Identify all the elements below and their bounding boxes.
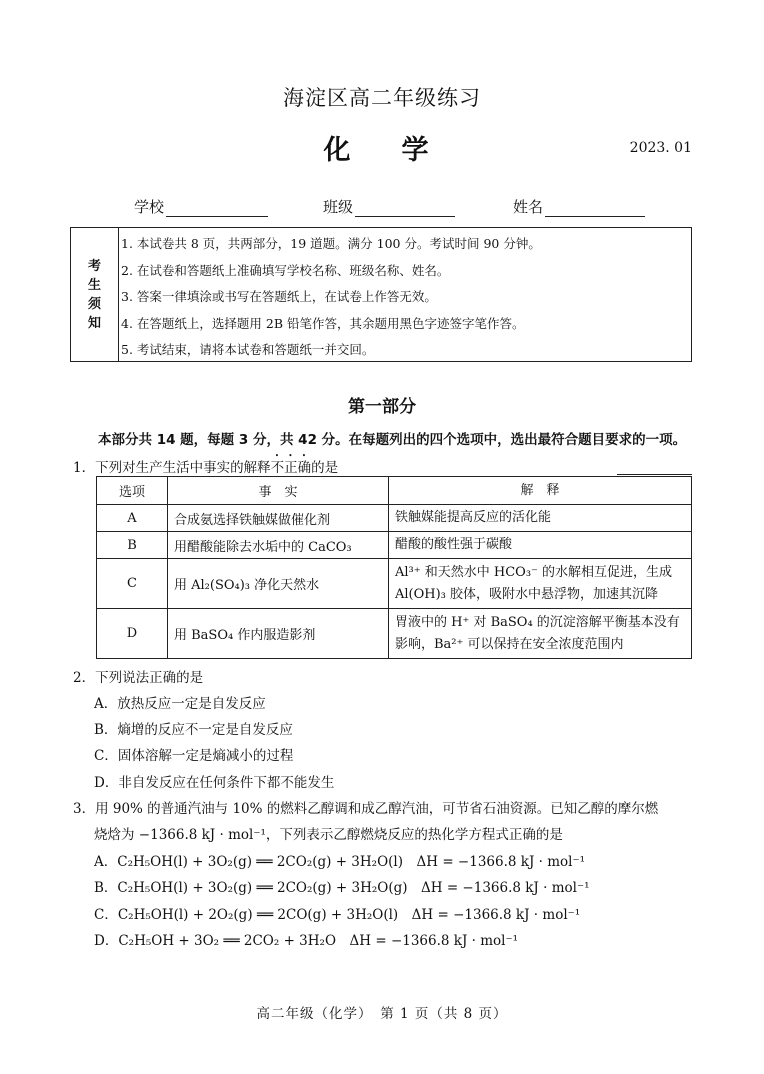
q3-option-c[interactable]: C．C₂H₅OH(l) + 2O₂(g) ══ 2CO(g) + 3H₂O(l) ΔH = −1366.8 kJ · mol⁻¹ (94, 907, 581, 923)
question-1-stem (73, 452, 338, 476)
option-cell: D (97, 609, 168, 659)
class-blank[interactable] (355, 200, 455, 217)
table-row (97, 609, 692, 659)
table-top-rule (617, 474, 692, 475)
notice-side-char: 考 (87, 258, 101, 274)
class-field[interactable] (323, 196, 455, 217)
notice-list (121, 231, 681, 364)
q3-option-a[interactable]: A．C₂H₅OH(l) + 3O₂(g) ══ 2CO₂(g) + 3H₂O(l) ΔH = −1366.8 kJ · mol⁻¹ (94, 854, 586, 870)
notice-side-label (71, 228, 119, 361)
notice-box (70, 227, 692, 362)
table-header-row (97, 477, 692, 505)
notice-side-char: 生 (87, 277, 101, 293)
part-instruction: 本部分共 14 题，每题 3 分，共 42 分。在每题列出的四个选项中，选出最符合题目要求的一项。 (98, 432, 687, 448)
table-header-cell: 解 释 (389, 477, 692, 505)
q1-stem-tail: 的是 (311, 460, 339, 476)
explain-cell: 醋酸的酸性强于碳酸 (389, 532, 692, 559)
notice-item: 1. 本试卷共 8 页，共两部分，19 道题。满分 100 分。考试时间 90 分钟。 (121, 236, 541, 251)
explain-cell: Al³⁺ 和天然水中 HCO₃⁻ 的水解相互促进，生成 Al(OH)₃ 胶体，吸附水中悬浮物，加速其沉降 (389, 559, 692, 609)
class-label: 班级 (323, 198, 354, 216)
school-label: 学校 (134, 198, 165, 216)
school-blank[interactable] (166, 200, 268, 217)
question-3-stem-line-2: 烧焓为 −1366.8 kJ · mol⁻¹，下列表示乙醇燃烧反应的热化学方程式正确的是 (94, 827, 563, 843)
part-heading: 第一部分 (348, 397, 416, 417)
exam-date: 2023. 01 (629, 140, 692, 156)
fact-cell: 用 BaSO₄ 作内服造影剂 (168, 609, 389, 659)
q1-stem-emphasis: 不正确 (270, 460, 312, 476)
q2-option-c[interactable]: C．固体溶解一定是熵减小的过程 (94, 748, 294, 764)
notice-item: 4. 在答题纸上，选择题用 2B 铅笔作答，其余题用黑色字迹签字笔作答。 (121, 315, 525, 331)
question-1-table (96, 476, 692, 659)
school-field[interactable] (134, 196, 268, 217)
option-cell: C (97, 559, 168, 609)
table-row (97, 532, 692, 559)
notice-item: 3. 答案一律填涂或书写在答题纸上，在试卷上作答无效。 (121, 289, 437, 304)
q3-option-b[interactable]: B．C₂H₅OH(l) + 3O₂(g) ══ 2CO₂(g) + 3H₂O(g) ΔH = −1366.8 kJ · mol⁻¹ (94, 880, 590, 896)
notice-item: 2. 在试卷和答题纸上准确填写学校名称、班级名称、姓名。 (121, 262, 450, 278)
q2-option-d[interactable]: D．非自发反应在任何条件下都不能发生 (94, 775, 335, 791)
question-3-stem-line-1: 3．用 90% 的普通汽油与 10% 的燃料乙醇调和成乙醇汽油，可节省石油资源。已知乙醇的摩尔燃 (73, 801, 659, 817)
name-blank[interactable] (545, 200, 645, 217)
name-label: 姓名 (513, 198, 544, 216)
q3-option-d[interactable]: D．C₂H₅OH + 3O₂ ══ 2CO₂ + 3H₂O ΔH = −1366.8 kJ · mol⁻¹ (94, 933, 519, 949)
q2-option-a[interactable]: A．放热反应一定是自发反应 (94, 696, 266, 712)
table-row (97, 559, 692, 609)
name-field[interactable] (513, 196, 645, 217)
q1-stem-text: 1．下列对生产生活中事实的解释 (73, 460, 271, 476)
notice-side-char: 知 (87, 315, 101, 331)
notice-side-char: 须 (87, 296, 101, 312)
exam-title: 海淀区高二年级练习 (283, 86, 481, 110)
option-cell: A (97, 505, 168, 532)
q2-option-b[interactable]: B．熵增的反应不一定是自发反应 (94, 722, 293, 738)
table-header-cell: 事 实 (168, 477, 389, 505)
table-row (97, 505, 692, 532)
question-2-stem: 2．下列说法正确的是 (73, 670, 204, 686)
fact-cell: 用醋酸能除去水垢中的 CaCO₃ (168, 532, 389, 559)
notice-item: 5. 考试结束，请将本试卷和答题纸一并交回。 (121, 342, 375, 357)
subject-title: 化 学 (323, 135, 441, 166)
explain-cell: 铁触媒能提高反应的活化能 (389, 505, 692, 532)
table-header-cell: 选项 (97, 477, 168, 505)
fact-cell: 用 Al₂(SO₄)₃ 净化天然水 (168, 559, 389, 609)
page-footer: 高二年级（化学） 第 1 页（共 8 页） (256, 1006, 508, 1022)
explain-cell: 胃液中的 H⁺ 对 BaSO₄ 的沉淀溶解平衡基本没有影响，Ba²⁺ 可以保持在安全浓度范围内 (389, 609, 692, 659)
fact-cell: 合成氨选择铁触媒做催化剂 (168, 505, 389, 532)
option-cell: B (97, 532, 168, 559)
